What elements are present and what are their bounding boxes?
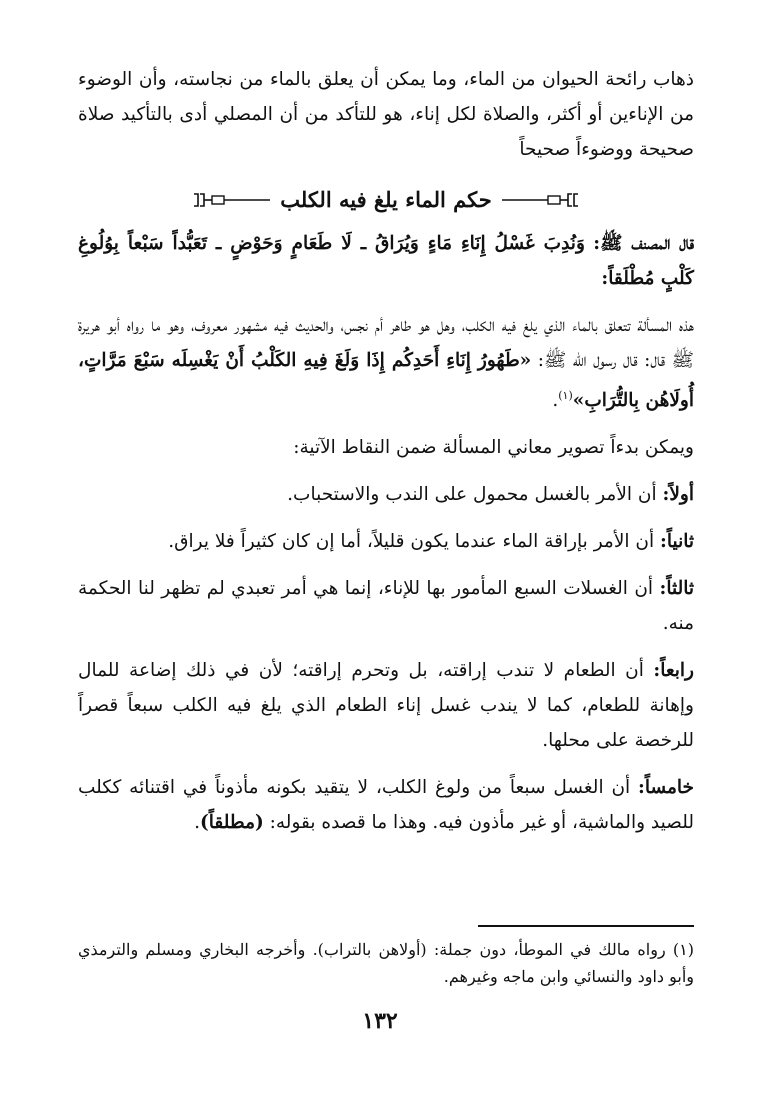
section-heading (78, 187, 694, 212)
point-1 (78, 477, 694, 512)
intro-line-3: أدى بالتأكيد صلاة صحيحة ووضوءاً صحيحاً (78, 104, 694, 160)
point-1-text: أن الأمر بالغسل محمول على الندب والاستحباب. (287, 484, 657, 506)
point-5-text: أن الغسل سبعاً من ولوغ الكلب، لا يتقيد بكونه مأذوناً في اقتنائه ككلب للصيد والماشية، أو غير مأذون فيه. وهذا ما قصده بقوله: (78, 777, 694, 834)
footnote-ref: (١) (558, 389, 573, 402)
footnote-divider (478, 925, 694, 927)
point-4-label: رابعاً: (653, 660, 694, 682)
heading-ornament-left-icon (188, 193, 270, 207)
author-label: قال المصنف ﷺ: (593, 233, 694, 254)
heading-ornament-right-icon (502, 193, 584, 207)
section-title: حكم الماء يلغ فيه الكلب (280, 187, 492, 212)
footnote-1: (١) رواه مالك في الموطأ، دون جملة: (أولاهن بالتراب). وأخرجه البخاري ومسلم والترمذي وأبو داود والنسائي وابن ماجه وغيرهم. (78, 940, 694, 986)
points-intro: ويمكن بدءاً تصوير معاني المسألة ضمن النقاط الآتية: (293, 437, 694, 459)
discussion-text-before: هذه المسألة تتعلق بالماء الذي يلغ فيه الكلب، وهل هو طاهر أم نجس، والحديث فيه مشهور معروف، وهو ما رواه أبو هريرة ﷺ قال: قال رسول الله ﷺ: (78, 315, 694, 371)
page-number: ١٣٢ (362, 1008, 398, 1034)
point-3-text: أن الغسلات السبع المأمور بها للإناء، إنما هي أمر تعبدي لم تظهر لنا الحكمة منه. (78, 578, 694, 635)
point-5-label: خامساً: (638, 777, 694, 799)
point-5 (78, 770, 694, 840)
point-5-emphasis: (مطلقاً) (200, 812, 264, 834)
point-4 (78, 653, 694, 758)
discussion-text-after: . (552, 390, 559, 412)
discussion-paragraph (78, 308, 694, 418)
intro-line-1: ذهاب رائحة الحيوان من الماء، وما يمكن أن يعلق بالماء من نجاسته، وأن (138, 69, 694, 90)
point-4-text: أن الطعام لا تندب إراقته، بل وتحرم إراقته؛ لأن في ذلك إضاعة للمال وإهانة للطعام، كما لا يندب غسل إناء الطعام الذي يلغ فيه الكلب سبعاً قصراً للرخصة على محلها. (78, 660, 694, 752)
point-2-text: أن الأمر بإراقة الماء عندما يكون قليلاً، أما إن كان كثيراً فلا يراق. (168, 531, 655, 553)
intro-line-2: الوضوء من الإناءين أو أكثر، والصلاة لكل إناء، هو للتأكد من أن المصلي (78, 69, 694, 125)
footnotes (78, 936, 694, 990)
author-text: وَنُدِبَ غَسْلُ إِنَاءِ مَاءٍ وَيُرَاقُ ـ لَا طَعَامٍ وَحَوْضٍ ـ تَعَبُّداً سَبْعاً بِوُلُوغِ كَلْبٍ مُطْلَقاً: (78, 233, 694, 289)
point-2 (78, 524, 694, 559)
point-3 (78, 571, 694, 641)
hadith-text: «طَهُورُ إِنَاءِ أَحَدِكُم إِذَا وَلَغَ فِيهِ الكَلْبُ أَنْ يَغْسِلَه سَبْعَ مَرَّاتٍ، أُولَاهُن بِالتُّرَابِ» (78, 350, 694, 412)
point-1-label: أولاً: (662, 484, 694, 506)
point-3-label: ثالثاً: (659, 578, 695, 600)
intro-paragraph (78, 62, 694, 167)
point-5-end: . (194, 812, 201, 834)
author-quote (78, 226, 694, 296)
point-2-label: ثانياً: (660, 531, 694, 553)
